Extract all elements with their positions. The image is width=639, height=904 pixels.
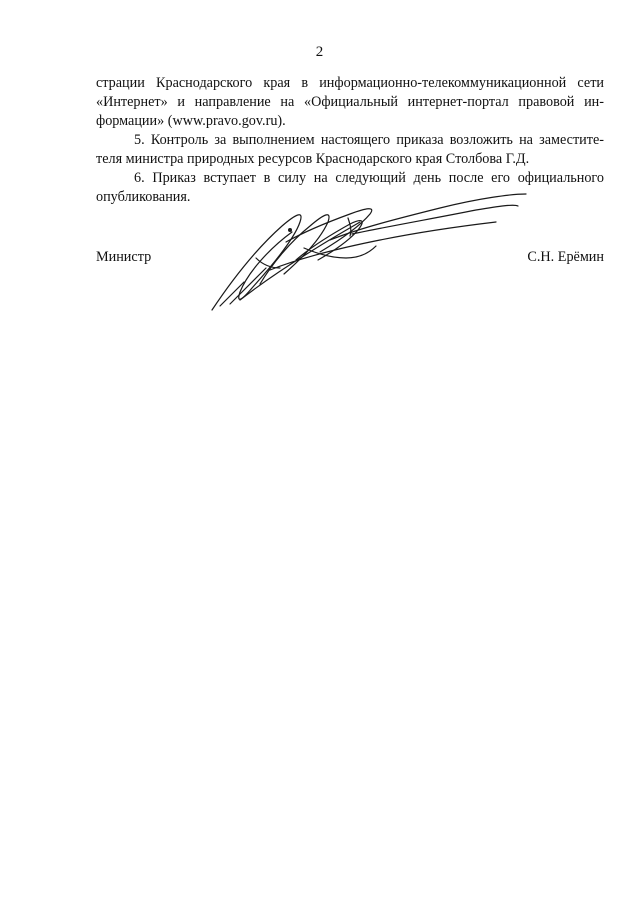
paragraph-line: формации» (www.pravo.gov.ru).: [96, 113, 286, 129]
paragraph-line: 5. Контроль за выполнением настоящего приказа возложить на заместите-: [134, 132, 604, 148]
paragraph-line: страции Краснодарского края в информационно-телекоммуникационной сети: [96, 75, 604, 91]
handwritten-signature: [200, 188, 540, 318]
signatory-name: С.Н. Ерёмин: [527, 249, 604, 265]
paragraph-line: теля министра природных ресурсов Краснодарского края Столбова Г.Д.: [96, 151, 530, 167]
paragraph-line: 6. Приказ вступает в силу на следующий день после его официального: [134, 170, 604, 186]
paragraph-line: опубликования.: [96, 189, 191, 205]
signatory-title: Министр: [96, 249, 152, 265]
paragraph-line: «Интернет» и направление на «Официальный интернет-портал правовой ин-: [96, 94, 604, 110]
page-number: 2: [315, 44, 324, 60]
